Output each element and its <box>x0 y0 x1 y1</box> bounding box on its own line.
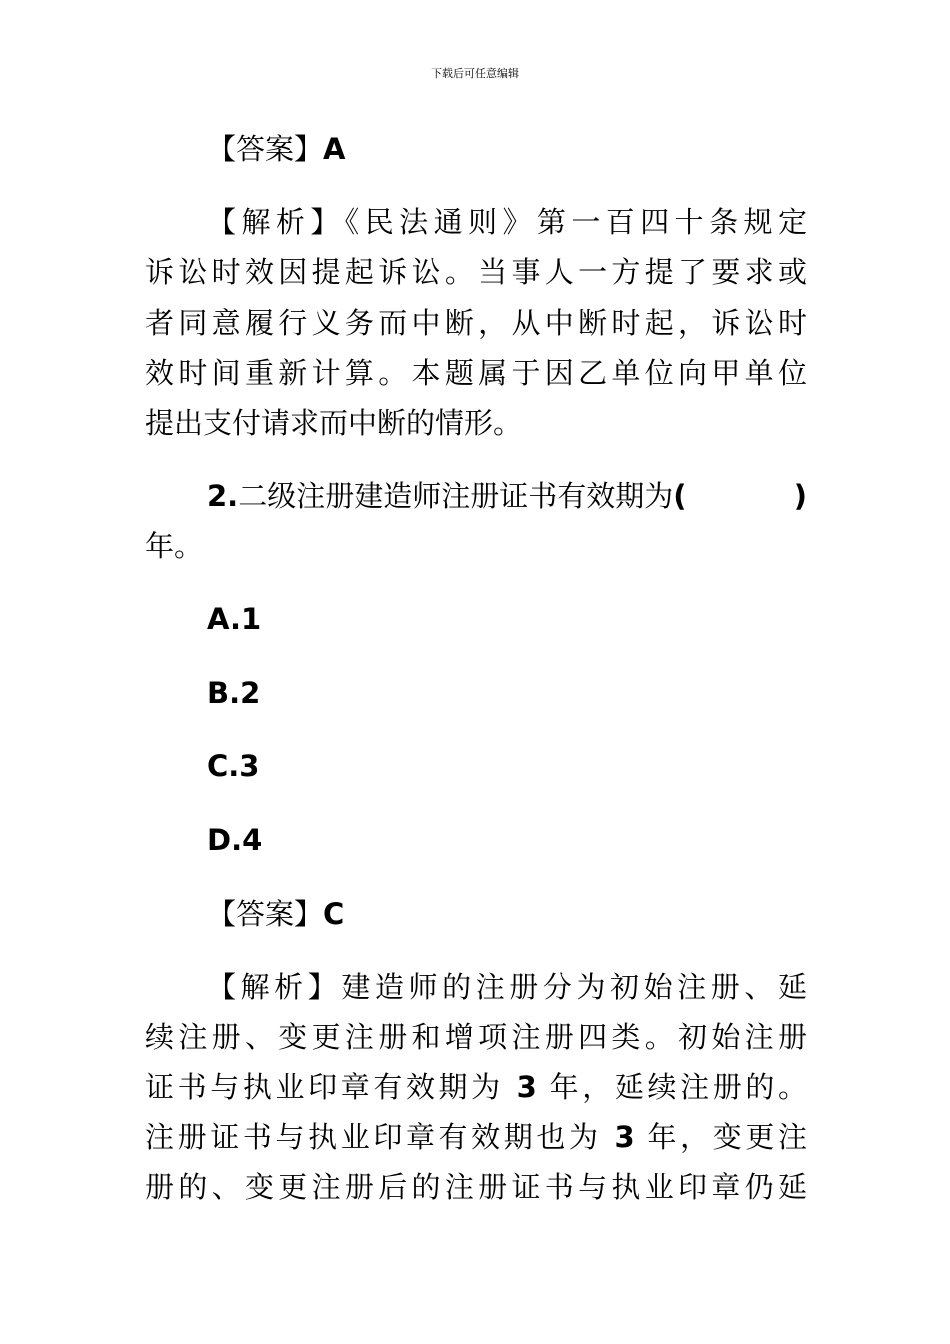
answer-label: 【答案】 <box>207 897 324 931</box>
analysis-line-2: 诉讼时效因提起诉讼。当事人一方提了要求或 <box>145 255 807 289</box>
analysis-label: 【解析】 <box>207 970 342 1004</box>
q2-analysis-line-5: 册的、变更注册后的注册证书与执业印章仍延 <box>145 1170 807 1204</box>
analysis-number: 3 <box>614 1120 635 1154</box>
answer-line-2 <box>145 894 807 934</box>
option-a: A.1 <box>207 602 262 636</box>
analysis-number: 3 <box>516 1070 537 1104</box>
question-text: 二级注册建造师注册证书有效期为 <box>238 479 674 513</box>
analysis-line-1 <box>145 202 807 242</box>
paren-close: ) <box>793 479 807 513</box>
question-2-stem <box>145 476 807 516</box>
q2-analysis-line-3 <box>145 1067 807 1107</box>
option-b: B.2 <box>207 676 261 710</box>
question-2-stem-end: 年。 <box>145 529 204 563</box>
analysis-text: 《民法通则》第一百四十条规定 <box>344 205 807 239</box>
answer-line-1 <box>145 129 807 169</box>
analysis-text: 注册证书与执业印章有效期也为 <box>145 1120 602 1154</box>
analysis-label: 【解析】 <box>207 205 345 239</box>
answer-label: 【答案】 <box>207 132 324 166</box>
paren-open: ( <box>673 479 687 513</box>
q2-analysis-line-4 <box>145 1117 807 1157</box>
analysis-line-4: 效时间重新计算。本题属于因乙单位向甲单位 <box>145 356 807 390</box>
analysis-text: 年，延续注册的。 <box>549 1070 807 1104</box>
option-d: D.4 <box>207 823 263 857</box>
analysis-line-5: 提出支付请求而中断的情形。 <box>145 406 523 440</box>
q2-analysis-line-2: 续注册、变更注册和增项注册四类。初始注册 <box>145 1020 807 1054</box>
analysis-text: 证书与执业印章有效期为 <box>145 1070 504 1104</box>
q2-analysis-line-1 <box>145 967 807 1007</box>
answer-value: C <box>323 897 345 931</box>
answer-value: A <box>323 132 346 166</box>
analysis-text: 建造师的注册分为初始注册、延 <box>341 970 807 1004</box>
option-c: C.3 <box>207 749 260 783</box>
question-number: 2. <box>207 479 239 513</box>
analysis-text: 年，变更注 <box>647 1120 808 1154</box>
page-header-note: 下载后可任意编辑 <box>431 67 519 80</box>
analysis-line-3: 者同意履行义务而中断，从中断时起，诉讼时 <box>145 306 807 340</box>
